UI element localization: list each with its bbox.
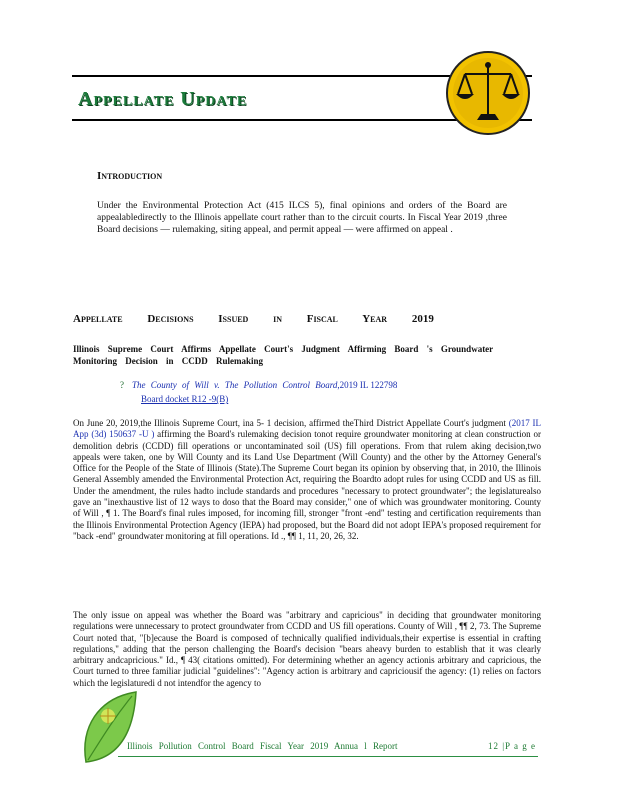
footer-page-number: 12 |P a g e <box>488 741 536 751</box>
footer-rule <box>118 756 538 757</box>
scales-of-justice-icon <box>445 50 531 136</box>
paragraph-1 <box>73 418 541 542</box>
footer-report-title: Illinois Pollution Control Board Fiscal Year 2019 Annua l Report <box>127 741 398 751</box>
paragraph-1-part-a: On June 20, 2019,the Illinois Supreme Court, ina 5- 1 decision, affirmed theThird District Appellate Court's judgment <box>73 418 509 428</box>
case-name-link[interactable]: The County of Will v. The Pollution Control Board <box>132 380 338 390</box>
bullet-glyph: ? <box>120 380 124 390</box>
page-title: Appellate Update <box>78 88 248 110</box>
paragraph-2: The only issue on appeal was whether the Board was "arbitrary and capricious" in deciding that groundwater monitoring regulations were unnecessary to protect groundwater from CCDD and US fill operations. County of Will , ¶¶ 2, 73. The Supreme Court noted that, "[b]ecause the Board is composed of technically qualified individuals,their expertise is essential in crafting regulations," adding that the person challenging the Board's decision "bears aheavy burden to establish that it was clearly arbitrary andcapricious." Id., ¶ 43( citations omitted). For determining whether an agency actionis arbitrary and capricious, the Court turned to three familiar judicial "guidelines": "Agency action is arbitrary and capriciousif the agency: (1) relies on factors which the legislaturedi d not intendfor the agency to <box>73 610 541 688</box>
paragraph-1-part-b: affirming the Board's rulemaking decision tonot require groundwater monitoring at clean construction or demolition debris (CCDD) fill operations or uncontaminated soil (US) fill operations. From that rulem aking decision,two appeals were taken, one by Will County and its Land Use Department (Will County) and the other by the Attorney General's Office for the People of the State of Illinois (State).The Supreme Court began its opinion by observing that, in 2010, the Illinois General Assembly amended the Environmental Protection Act, requiring the Boardto adopt rules for using CCDD and US as fill. Under the amendment, the rules hadto include standards and procedures "necessary to protect groundwater"; the legislaturealso gave an "inexhaustive list of 12 ways to doso that the Board may consider," one of which was groundwater monitoring. County of Will , ¶ 1. The Board's final rules imposed, for incoming fill, stronger "front -end" testing and certification requirements than the Illinois Environmental Protection Agency (IEPA) had proposed, but the Board did not adopt IEPA's proposed requirement for "back -end" groundwater monitoring at fill operations. Id ., ¶¶ 1, 11, 20, 26, 32. <box>73 429 541 541</box>
introduction-body: Under the Environmental Protection Act (415 ILCS 5), final opinions and orders of the Board are appealabledirectly to the Illinois appellate court rather than to the circuit courts. In Fiscal Year 2019 ,three Board decisions — rulemaking, siting appeal, and permit appeal — were affirmed on appeal . <box>97 201 507 235</box>
section-heading: Appellate Decisions Issued in Fiscal Year 2019 <box>73 313 434 325</box>
case-heading: Illinois Supreme Court Affirms Appellate Court's Judgment Affirming Board 's Groundwater Monitoring Decision in CCDD Rulemaking <box>73 344 494 366</box>
board-docket-link[interactable]: Board docket R12 -9(B) <box>141 394 229 404</box>
case-citation <box>120 380 397 390</box>
introduction-heading: Introduction <box>97 170 163 182</box>
case-cite: ,2019 IL 122798 <box>337 380 398 390</box>
appellate-citation-link[interactable]: (2017 IL App (3d) 150637 -U ) <box>73 418 541 440</box>
